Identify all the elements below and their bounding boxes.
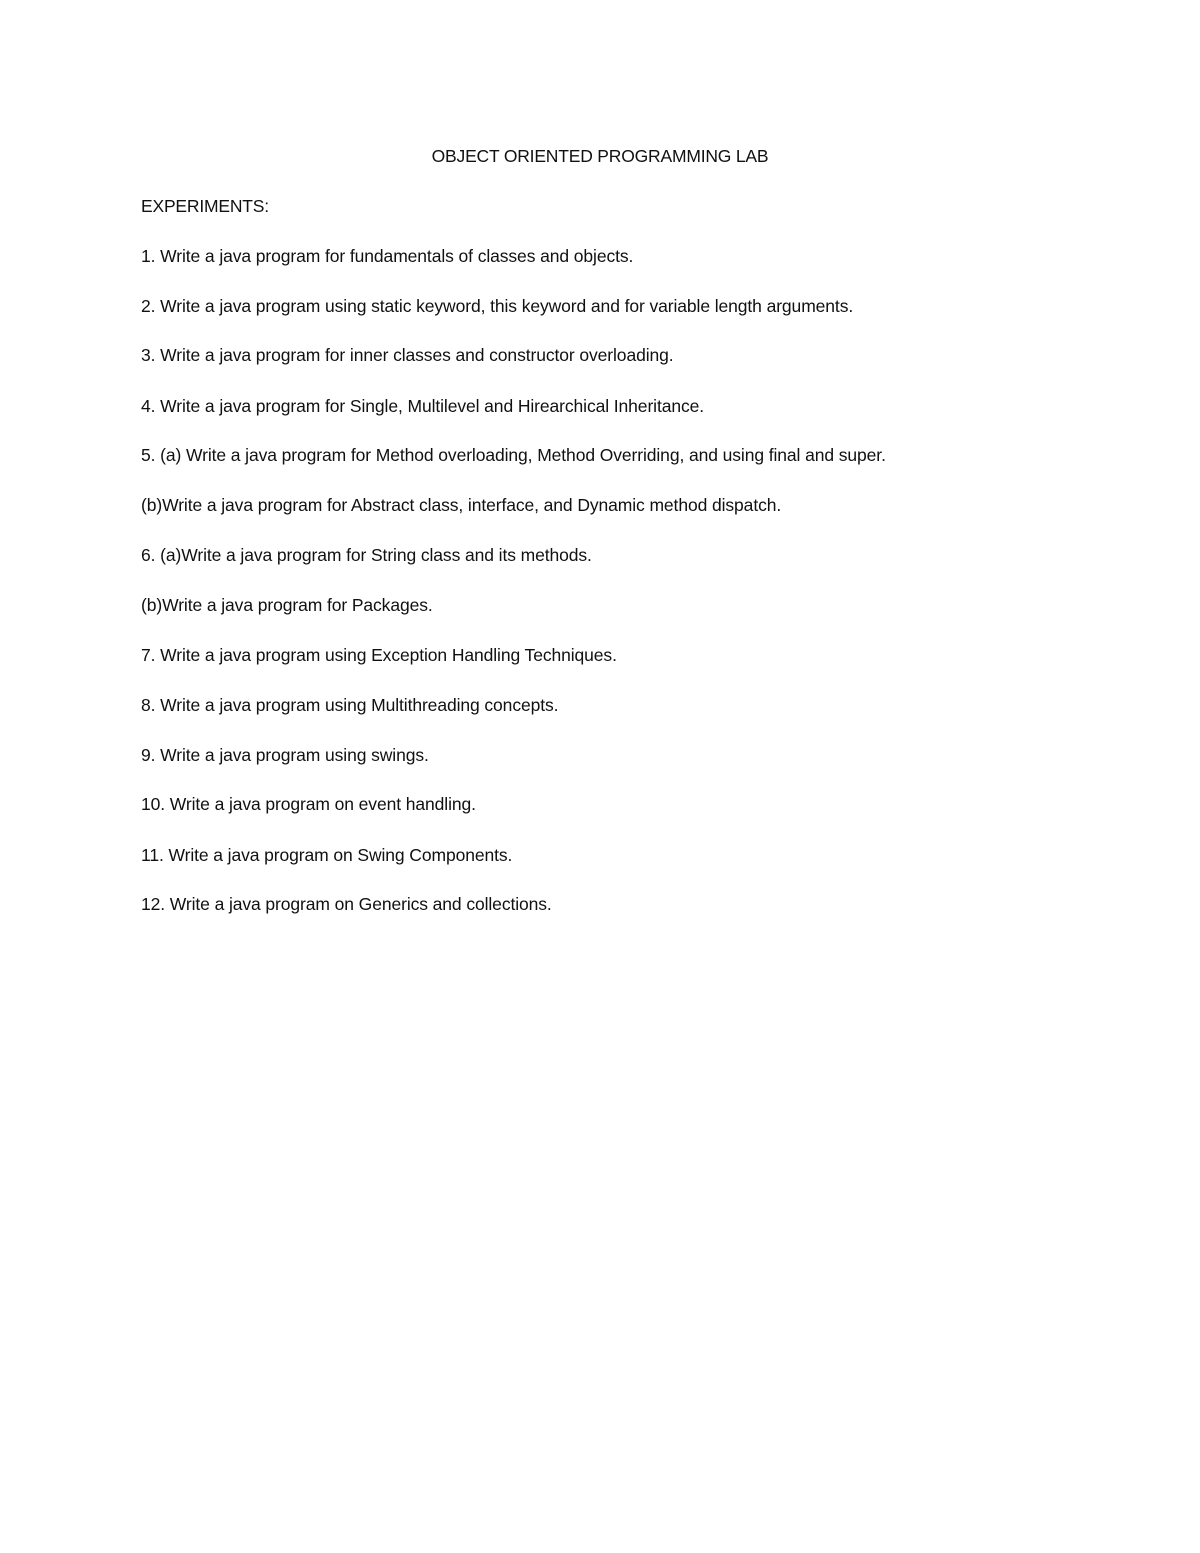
experiment-item-6b: (b)Write a java program for Packages. <box>141 595 433 615</box>
experiment-item-4: 4. Write a java program for Single, Multilevel and Hirearchical Inheritance. <box>141 396 705 416</box>
experiments-heading: EXPERIMENTS: <box>141 196 269 216</box>
experiment-item-3: 3. Write a java program for inner classes and constructor overloading. <box>141 345 674 365</box>
experiment-item-6a: 6. (a)Write a java program for String class and its methods. <box>141 545 592 565</box>
experiment-item-1: 1. Write a java program for fundamentals of classes and objects. <box>141 246 634 266</box>
experiment-item-11: 11. Write a java program on Swing Components. <box>141 845 513 865</box>
experiment-item-2: 2. Write a java program using static keyword, this keyword and for variable length arguments. <box>141 296 854 316</box>
experiment-item-5a: 5. (a) Write a java program for Method overloading, Method Overriding, and using final and super. <box>141 445 886 465</box>
experiment-item-9: 9. Write a java program using swings. <box>141 745 429 765</box>
experiment-item-12: 12. Write a java program on Generics and collections. <box>141 894 552 914</box>
experiment-item-7: 7. Write a java program using Exception Handling Techniques. <box>141 645 617 665</box>
experiment-item-8: 8. Write a java program using Multithreading concepts. <box>141 695 559 715</box>
experiment-item-10: 10. Write a java program on event handling. <box>141 794 476 814</box>
document-title: OBJECT ORIENTED PROGRAMMING LAB <box>431 146 769 166</box>
experiment-item-5b: (b)Write a java program for Abstract class, interface, and Dynamic method dispatch. <box>141 495 782 515</box>
